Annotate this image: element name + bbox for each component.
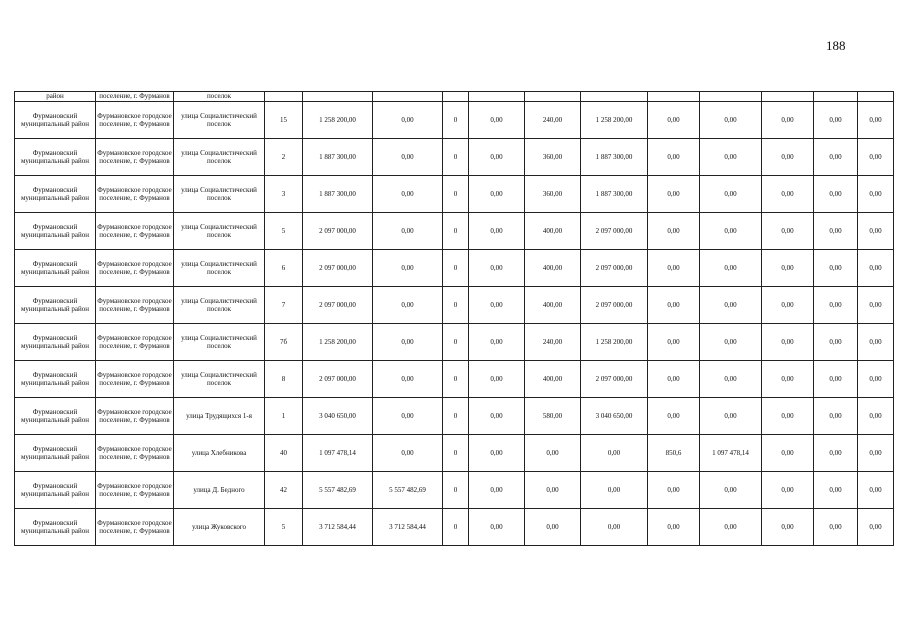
cell-cost-e: 0,00 xyxy=(581,509,648,546)
cell-cost-i: 0,00 xyxy=(814,324,858,361)
cell-cost-c: 0,00 xyxy=(469,287,525,324)
cell-cost-g: 0,00 xyxy=(700,472,762,509)
cell-area-f: 0,00 xyxy=(648,324,700,361)
cell-street: улица Социалистический поселок xyxy=(174,361,265,398)
cell-district: Фурмановский муниципальный район xyxy=(15,361,96,398)
cell-house: 42 xyxy=(265,472,303,509)
cell-street: улица Социалистический поселок xyxy=(174,324,265,361)
cell-cost-j: 0,00 xyxy=(858,213,894,250)
cell-total-cost: 1 097 478,14 xyxy=(303,435,373,472)
cell-house: 15 xyxy=(265,102,303,139)
cell-count-b: 0 xyxy=(443,287,469,324)
cell-cost-c: 0,00 xyxy=(469,176,525,213)
cell-house: 40 xyxy=(265,435,303,472)
cell-cost-i: 0,00 xyxy=(814,213,858,250)
cell-cost-j: 0,00 xyxy=(858,287,894,324)
cell-count-b xyxy=(443,92,469,102)
cell-settlement: Фурмановское городское поселение, г. Фурманов xyxy=(96,361,174,398)
cell-house: 1 xyxy=(265,398,303,435)
cell-district: Фурмановский муниципальный район xyxy=(15,324,96,361)
cell-total-cost: 2 097 000,00 xyxy=(303,361,373,398)
cell-cost-a: 0,00 xyxy=(373,361,443,398)
cell-cost-g: 0,00 xyxy=(700,398,762,435)
cell-cost-i: 0,00 xyxy=(814,509,858,546)
cell-cost-i: 0,00 xyxy=(814,398,858,435)
cell-cost-j: 0,00 xyxy=(858,176,894,213)
cell-area-d: 240,00 xyxy=(525,324,581,361)
cell-area-d: 400,00 xyxy=(525,250,581,287)
cell-cost-e: 2 097 000,00 xyxy=(581,287,648,324)
cell-cost-g xyxy=(700,92,762,102)
cell-cost-j xyxy=(858,92,894,102)
cell-settlement: Фурмановское городское поселение, г. Фурманов xyxy=(96,250,174,287)
table-row xyxy=(15,287,894,324)
cell-cost-h xyxy=(762,92,814,102)
cell-area-d: 400,00 xyxy=(525,287,581,324)
cell-area-d: 240,00 xyxy=(525,102,581,139)
cell-cost-c: 0,00 xyxy=(469,435,525,472)
cell-area-f: 0,00 xyxy=(648,250,700,287)
cell-cost-i: 0,00 xyxy=(814,102,858,139)
cell-street: улица Трудящихся 1-я xyxy=(174,398,265,435)
cell-total-cost: 2 097 000,00 xyxy=(303,287,373,324)
cell-area-d: 580,00 xyxy=(525,398,581,435)
cell-cost-i: 0,00 xyxy=(814,176,858,213)
cell-street: улица Д. Бедного xyxy=(174,472,265,509)
cell-count-b: 0 xyxy=(443,472,469,509)
cell-cost-a: 0,00 xyxy=(373,176,443,213)
cell-street: улица Социалистический поселок xyxy=(174,250,265,287)
cell-district: Фурмановский муниципальный район xyxy=(15,509,96,546)
cell-street: улица Социалистический поселок xyxy=(174,176,265,213)
cell-cost-g: 0,00 xyxy=(700,213,762,250)
cell-settlement: Фурмановское городское поселение, г. Фурманов xyxy=(96,398,174,435)
data-table xyxy=(14,91,894,546)
cell-area-d: 360,00 xyxy=(525,139,581,176)
cell-settlement: Фурмановское городское поселение, г. Фурманов xyxy=(96,324,174,361)
cell-cost-e: 3 040 650,00 xyxy=(581,398,648,435)
cell-street: улица Социалистический поселок xyxy=(174,139,265,176)
cell-street: улица Социалистический поселок xyxy=(174,287,265,324)
cell-cost-h: 0,00 xyxy=(762,472,814,509)
cell-total-cost xyxy=(303,92,373,102)
cell-cost-g: 0,00 xyxy=(700,102,762,139)
cell-cost-e: 1 258 200,00 xyxy=(581,102,648,139)
cell-area-f: 0,00 xyxy=(648,139,700,176)
cell-cost-h: 0,00 xyxy=(762,435,814,472)
cell-house: 7 xyxy=(265,287,303,324)
cell-district: Фурмановский муниципальный район xyxy=(15,287,96,324)
cell-street: улица Жуковского xyxy=(174,509,265,546)
cell-cost-i: 0,00 xyxy=(814,250,858,287)
cell-cost-a: 0,00 xyxy=(373,102,443,139)
cell-settlement: Фурмановское городское поселение, г. Фурманов xyxy=(96,102,174,139)
cell-area-f: 0,00 xyxy=(648,213,700,250)
cell-area-f: 0,00 xyxy=(648,102,700,139)
table-row xyxy=(15,102,894,139)
cell-cost-e xyxy=(581,92,648,102)
cell-count-b: 0 xyxy=(443,250,469,287)
cell-total-cost: 2 097 000,00 xyxy=(303,250,373,287)
cell-count-b: 0 xyxy=(443,102,469,139)
table-row xyxy=(15,472,894,509)
table-row xyxy=(15,398,894,435)
cell-area-d: 0,00 xyxy=(525,472,581,509)
cell-district: район xyxy=(15,92,96,102)
cell-cost-c: 0,00 xyxy=(469,509,525,546)
cell-cost-c: 0,00 xyxy=(469,250,525,287)
cell-total-cost: 1 258 200,00 xyxy=(303,102,373,139)
cell-cost-j: 0,00 xyxy=(858,324,894,361)
cell-cost-a: 3 712 584,44 xyxy=(373,509,443,546)
cell-settlement: Фурмановское городское поселение, г. Фурманов xyxy=(96,176,174,213)
cell-house: 3 xyxy=(265,176,303,213)
table-row xyxy=(15,250,894,287)
cell-settlement: Фурмановское городское поселение, г. Фурманов xyxy=(96,287,174,324)
cell-area-f: 0,00 xyxy=(648,398,700,435)
cell-count-b: 0 xyxy=(443,176,469,213)
cell-count-b: 0 xyxy=(443,213,469,250)
cell-cost-h: 0,00 xyxy=(762,250,814,287)
cell-total-cost: 2 097 000,00 xyxy=(303,213,373,250)
cell-count-b: 0 xyxy=(443,361,469,398)
cell-cost-c xyxy=(469,92,525,102)
cell-count-b: 0 xyxy=(443,435,469,472)
cell-cost-h: 0,00 xyxy=(762,139,814,176)
cell-area-f: 0,00 xyxy=(648,509,700,546)
cell-area-d: 360,00 xyxy=(525,176,581,213)
cell-street: поселок xyxy=(174,92,265,102)
cell-house: 2 xyxy=(265,139,303,176)
cell-cost-e: 2 097 000,00 xyxy=(581,250,648,287)
cell-cost-e: 2 097 000,00 xyxy=(581,361,648,398)
cell-district: Фурмановский муниципальный район xyxy=(15,472,96,509)
table-row xyxy=(15,213,894,250)
cell-house xyxy=(265,92,303,102)
cell-count-b: 0 xyxy=(443,139,469,176)
cell-settlement: Фурмановское городское поселение, г. Фурманов xyxy=(96,139,174,176)
cell-cost-j: 0,00 xyxy=(858,139,894,176)
cell-district: Фурмановский муниципальный район xyxy=(15,398,96,435)
cell-cost-j: 0,00 xyxy=(858,361,894,398)
cell-cost-j: 0,00 xyxy=(858,435,894,472)
cell-cost-a: 0,00 xyxy=(373,324,443,361)
cell-cost-g: 0,00 xyxy=(700,287,762,324)
cell-cost-i: 0,00 xyxy=(814,287,858,324)
cell-cost-g: 0,00 xyxy=(700,324,762,361)
cell-cost-j: 0,00 xyxy=(858,509,894,546)
cell-settlement: Фурмановское городское поселение, г. Фурманов xyxy=(96,435,174,472)
cell-count-b: 0 xyxy=(443,509,469,546)
cell-total-cost: 5 557 482,69 xyxy=(303,472,373,509)
cell-cost-a: 0,00 xyxy=(373,213,443,250)
table-row xyxy=(15,176,894,213)
cell-count-b: 0 xyxy=(443,324,469,361)
cell-settlement: Фурмановское городское поселение, г. Фурманов xyxy=(96,509,174,546)
cell-area-d: 400,00 xyxy=(525,213,581,250)
cell-cost-h: 0,00 xyxy=(762,361,814,398)
cell-area-f: 0,00 xyxy=(648,361,700,398)
cell-cost-h: 0,00 xyxy=(762,398,814,435)
cell-cost-h: 0,00 xyxy=(762,213,814,250)
cell-total-cost: 3 040 650,00 xyxy=(303,398,373,435)
cell-cost-e: 2 097 000,00 xyxy=(581,213,648,250)
cell-cost-c: 0,00 xyxy=(469,361,525,398)
cell-cost-a: 5 557 482,69 xyxy=(373,472,443,509)
cell-house: 5 xyxy=(265,213,303,250)
cell-cost-c: 0,00 xyxy=(469,398,525,435)
cell-cost-h: 0,00 xyxy=(762,287,814,324)
cell-street: улица Социалистический поселок xyxy=(174,102,265,139)
cell-area-d: 400,00 xyxy=(525,361,581,398)
cell-district: Фурмановский муниципальный район xyxy=(15,139,96,176)
cell-cost-c: 0,00 xyxy=(469,102,525,139)
cell-total-cost: 1 887 300,00 xyxy=(303,176,373,213)
cell-house: 7б xyxy=(265,324,303,361)
cell-cost-j: 0,00 xyxy=(858,398,894,435)
cell-area-d: 0,00 xyxy=(525,509,581,546)
cell-settlement: поселение, г. Фурманов xyxy=(96,92,174,102)
cell-cost-i: 0,00 xyxy=(814,139,858,176)
cell-cost-e: 1 887 300,00 xyxy=(581,139,648,176)
cell-house: 5 xyxy=(265,509,303,546)
cell-area-d xyxy=(525,92,581,102)
cell-cost-e: 0,00 xyxy=(581,472,648,509)
cell-cost-h: 0,00 xyxy=(762,102,814,139)
cell-cost-h: 0,00 xyxy=(762,324,814,361)
table-row xyxy=(15,509,894,546)
cell-area-f: 850,6 xyxy=(648,435,700,472)
cell-district: Фурмановский муниципальный район xyxy=(15,213,96,250)
table-row xyxy=(15,435,894,472)
page-number: 188 xyxy=(826,38,846,53)
cell-cost-e: 0,00 xyxy=(581,435,648,472)
cell-settlement: Фурмановское городское поселение, г. Фурманов xyxy=(96,472,174,509)
cell-settlement: Фурмановское городское поселение, г. Фурманов xyxy=(96,213,174,250)
cell-cost-j: 0,00 xyxy=(858,250,894,287)
cell-house: 8 xyxy=(265,361,303,398)
cell-cost-a xyxy=(373,92,443,102)
cell-district: Фурмановский муниципальный район xyxy=(15,102,96,139)
cell-cost-a: 0,00 xyxy=(373,435,443,472)
cell-district: Фурмановский муниципальный район xyxy=(15,435,96,472)
cell-cost-e: 1 258 200,00 xyxy=(581,324,648,361)
cell-cost-i: 0,00 xyxy=(814,472,858,509)
cell-cost-g: 0,00 xyxy=(700,176,762,213)
cell-cost-g: 0,00 xyxy=(700,361,762,398)
table-body xyxy=(15,92,894,546)
cell-area-f xyxy=(648,92,700,102)
table-row xyxy=(15,92,894,102)
table-row xyxy=(15,361,894,398)
cell-cost-a: 0,00 xyxy=(373,250,443,287)
table-row xyxy=(15,324,894,361)
cell-cost-g: 0,00 xyxy=(700,139,762,176)
cell-cost-c: 0,00 xyxy=(469,139,525,176)
cell-area-f: 0,00 xyxy=(648,472,700,509)
cell-cost-h: 0,00 xyxy=(762,509,814,546)
cell-area-f: 0,00 xyxy=(648,176,700,213)
cell-street: улица Социалистический поселок xyxy=(174,213,265,250)
cell-house: 6 xyxy=(265,250,303,287)
cell-area-d: 0,00 xyxy=(525,435,581,472)
cell-cost-h: 0,00 xyxy=(762,176,814,213)
cell-cost-i: 0,00 xyxy=(814,435,858,472)
cell-street: улица Хлебникова xyxy=(174,435,265,472)
cell-cost-a: 0,00 xyxy=(373,398,443,435)
cell-cost-c: 0,00 xyxy=(469,213,525,250)
cell-total-cost: 1 258 200,00 xyxy=(303,324,373,361)
cell-cost-i xyxy=(814,92,858,102)
cell-cost-j: 0,00 xyxy=(858,102,894,139)
cell-district: Фурмановский муниципальный район xyxy=(15,250,96,287)
cell-cost-e: 1 887 300,00 xyxy=(581,176,648,213)
cell-district: Фурмановский муниципальный район xyxy=(15,176,96,213)
cell-count-b: 0 xyxy=(443,398,469,435)
cell-cost-g: 1 097 478,14 xyxy=(700,435,762,472)
cell-cost-a: 0,00 xyxy=(373,139,443,176)
cell-total-cost: 3 712 584,44 xyxy=(303,509,373,546)
cell-area-f: 0,00 xyxy=(648,287,700,324)
cell-cost-j: 0,00 xyxy=(858,472,894,509)
cell-cost-c: 0,00 xyxy=(469,324,525,361)
cell-cost-i: 0,00 xyxy=(814,361,858,398)
cell-cost-g: 0,00 xyxy=(700,509,762,546)
table-row xyxy=(15,139,894,176)
cell-cost-c: 0,00 xyxy=(469,472,525,509)
cell-total-cost: 1 887 300,00 xyxy=(303,139,373,176)
cell-cost-g: 0,00 xyxy=(700,250,762,287)
cell-cost-a: 0,00 xyxy=(373,287,443,324)
